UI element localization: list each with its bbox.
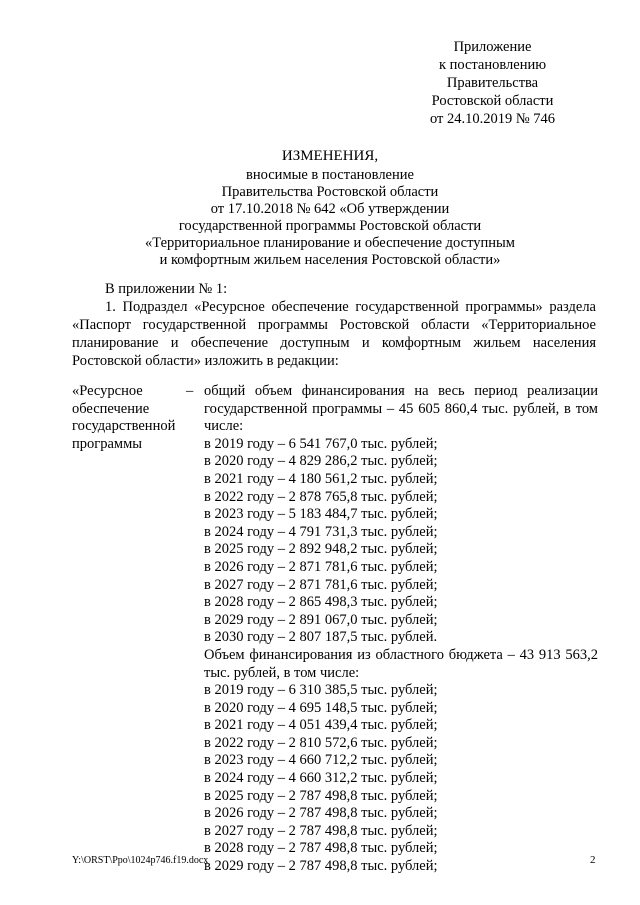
appendix-line: Ростовской области <box>431 93 554 109</box>
total-financing: общий объем финансирования на весь период реализации государственной программы – 45 605 860,4 тыс. рублей, в том числе: <box>204 383 598 435</box>
total-year-row: в 2026 году – 2 871 781,6 тыс. рублей; <box>204 558 438 575</box>
total-year-row: в 2022 году – 2 878 765,8 тыс. рублей; <box>204 488 438 505</box>
paragraph-1: 1. Подраздел «Ресурсное обеспечение государственной программы» раздела «Паспорт государственной программы Ростовской области «Территориальное планирование и обеспечение доступным и комфортным жильем населения Ростовской области» изложить в редакции: <box>72 299 596 369</box>
title-heading: ИЗМЕНЕНИЯ, <box>281 148 379 164</box>
title-line: Правительства Ростовской области <box>221 184 439 200</box>
regional-year-row: в 2025 году – 2 787 498,8 тыс. рублей; <box>204 787 438 804</box>
regional-year-row: в 2028 году – 2 787 498,8 тыс. рублей; <box>204 840 438 857</box>
title-line: от 17.10.2018 № 642 «Об утверждении <box>210 201 450 217</box>
total-year-row: в 2019 году – 6 541 767,0 тыс. рублей; <box>204 435 438 452</box>
regional-year-row: в 2026 году – 2 787 498,8 тыс. рублей; <box>204 805 438 822</box>
footer-file-path: Y:\ORST\Ppo\1024p746.f19.docx <box>72 855 209 866</box>
regional-year-row: в 2024 году – 4 660 312,2 тыс. рублей; <box>204 770 438 787</box>
regional-year-row: в 2019 году – 6 310 385,5 тыс. рублей; <box>204 682 438 699</box>
appendix-line: от 24.10.2019 № 746 <box>429 111 556 127</box>
resource-dash: – <box>186 383 194 399</box>
regional-year-row: в 2027 году – 2 787 498,8 тыс. рублей; <box>204 822 438 839</box>
resource-content <box>204 383 598 876</box>
total-year-row: в 2025 году – 2 892 948,2 тыс. рублей; <box>204 541 438 558</box>
total-year-row: в 2023 году – 5 183 484,7 тыс. рублей; <box>204 506 438 523</box>
title-line: вносимые в постановление <box>246 167 414 183</box>
regional-year-row: в 2029 году – 2 787 498,8 тыс. рублей; <box>204 858 438 875</box>
regional-year-row: в 2020 году – 4 695 148,5 тыс. рублей; <box>204 699 438 716</box>
regional-year-row: в 2022 году – 2 810 572,6 тыс. рублей; <box>204 734 438 751</box>
total-year-row: в 2027 году – 2 871 781,6 тыс. рублей; <box>204 576 438 593</box>
total-year-row: в 2020 году – 4 829 286,2 тыс. рублей; <box>204 453 438 470</box>
page-number: 2 <box>590 854 596 866</box>
total-year-row: в 2021 году – 4 180 561,2 тыс. рублей; <box>204 470 438 487</box>
resource-label: «Ресурсное обеспечение государственной программы <box>72 383 176 452</box>
total-year-row: в 2029 году – 2 891 067,0 тыс. рублей; <box>204 611 438 628</box>
intro-paragraph: В приложении № 1: <box>105 281 228 297</box>
total-year-row: в 2030 году – 2 807 187,5 тыс. рублей. <box>204 629 438 646</box>
appendix-header <box>325 38 565 128</box>
title-line: государственной программы Ростовской области <box>178 218 482 234</box>
document-title <box>60 146 600 269</box>
title-line: и комфортным жильем населения Ростовской области» <box>159 252 501 268</box>
regional-year-row: в 2023 году – 4 660 712,2 тыс. рублей; <box>204 752 438 769</box>
regional-year-row: в 2021 году – 4 051 439,4 тыс. рублей; <box>204 717 438 734</box>
total-year-row: в 2024 году – 4 791 731,3 тыс. рублей; <box>204 523 438 540</box>
regional-financing: Объем финансирования из областного бюджета – 43 913 563,2 тыс. рублей, в том числе: <box>204 646 598 681</box>
title-line: «Территориальное планирование и обеспечение доступным <box>145 235 515 251</box>
total-year-row: в 2028 году – 2 865 498,3 тыс. рублей; <box>204 594 438 611</box>
appendix-line: Приложение <box>453 39 532 55</box>
appendix-line: к постановлению <box>438 57 547 73</box>
appendix-line: Правительства <box>446 75 539 91</box>
